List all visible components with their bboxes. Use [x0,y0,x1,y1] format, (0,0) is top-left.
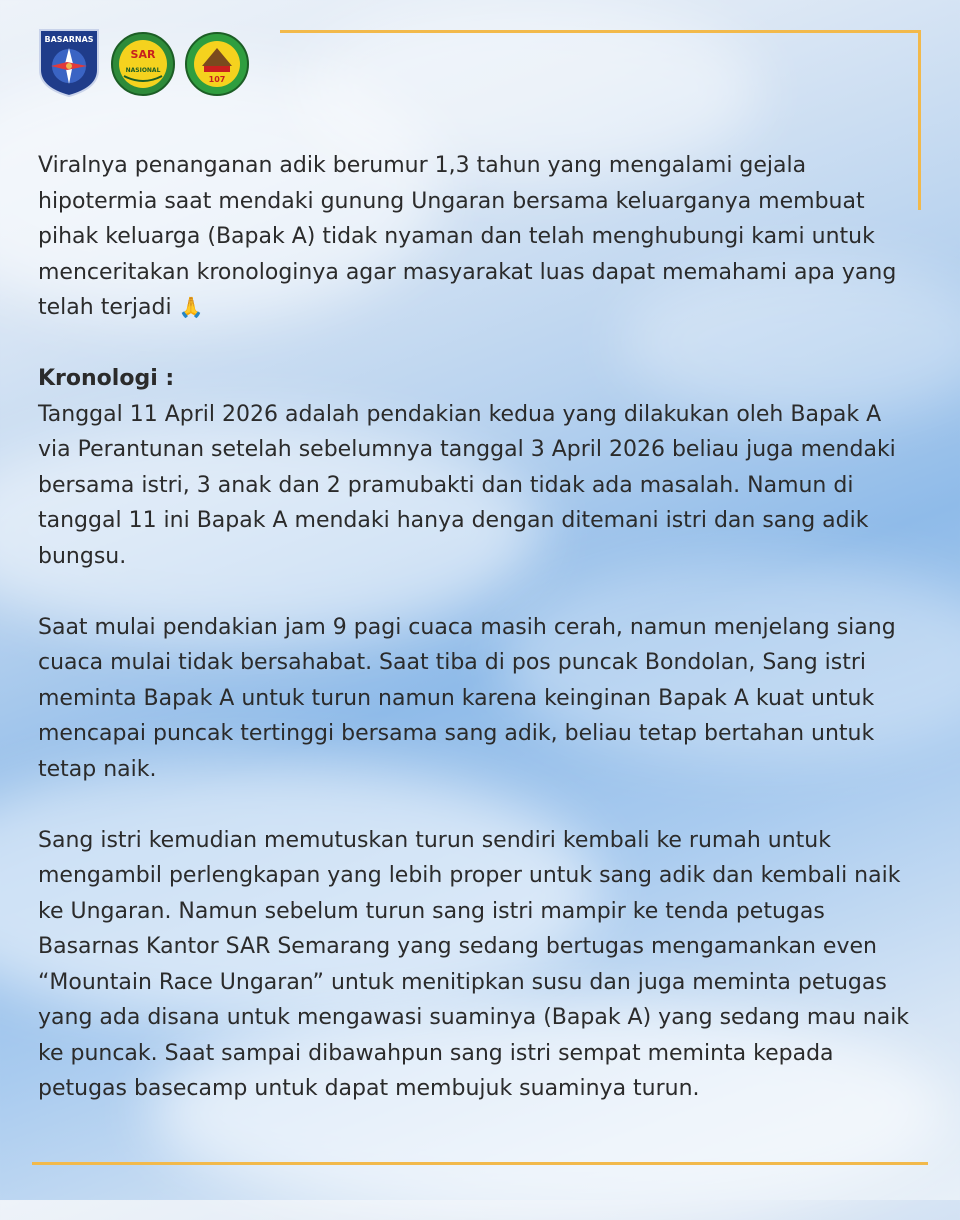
frame-line-right [918,30,921,210]
frame-line-bottom [32,1162,928,1165]
svg-text:107: 107 [208,75,226,84]
sar-nasional-logo [110,26,176,98]
logo-bar [36,26,250,98]
intro-paragraph [38,148,918,326]
paragraph: Sang istri kemudian memutuskan turun sendiri kembali ke rumah untuk mengambil perlengkapan yang lebih proper untuk sang adik dan kembali naik ke Ungaran. Namun sebelum turun sang istri mampir ke tenda petugas Basarnas Kantor SAR Semarang yang sedang bertugas mengamankan even “Mountain Race Ungaran” untuk menitipkan susu dan juga meminta petugas yang ada disana untuk mengawasi suaminya (Bapak A) yang sedang mau naik ke puncak. Saat sampai dibawahpun sang istri sempat meminta kepada petugas basecamp untuk dapat membujuk suaminya turun. [38,827,910,1101]
paragraph: Tanggal 11 April 2026 adalah pendakian kedua yang dilakukan oleh Bapak A via Perantunan setelah sebelumnya tanggal 3 April 2026 beliau juga mendaki bersama istri, 3 anak dan 2 pramubakti dan tidak ada masalah. Namun di tanggal 11 ini Bapak A mendaki hanya dengan ditemani istri dan sang adik bungsu. [38,401,896,569]
frame-line-top [280,30,920,33]
intro-text: Viralnya penanganan adik berumur 1,3 tahun yang mengalami gejala hipotermia saat mendaki gunung Ungaran bersama keluarganya membuat pihak keluarga (Bapak A) tidak nyaman dan telah menghubungi kami untuk menceritakan kronologinya agar masyarakat luas dapat memahami apa yang telah terjadi [38,153,897,320]
svg-text:BASARNAS: BASARNAS [44,35,94,44]
svg-text:NASIONAL: NASIONAL [125,67,161,74]
article-body [38,148,918,1142]
section-heading: Kronologi : [38,366,175,391]
basarnas-logo [36,26,102,98]
svg-text:SAR: SAR [130,48,156,61]
paragraph: Saat mulai pendakian jam 9 pagi cuaca masih cerah, namun menjelang siang cuaca mulai tidak bersahabat. Saat tiba di pos puncak Bondolan, Sang istri meminta Bapak A untuk turun namun karena keinginan Bapak A kuat untuk mencapai puncak tertinggi bersama sang adik, beliau tetap bertahan untuk tetap naik. [38,614,896,782]
semarang-logo [184,26,250,98]
praying-hands-icon: 🙏 [178,295,204,319]
